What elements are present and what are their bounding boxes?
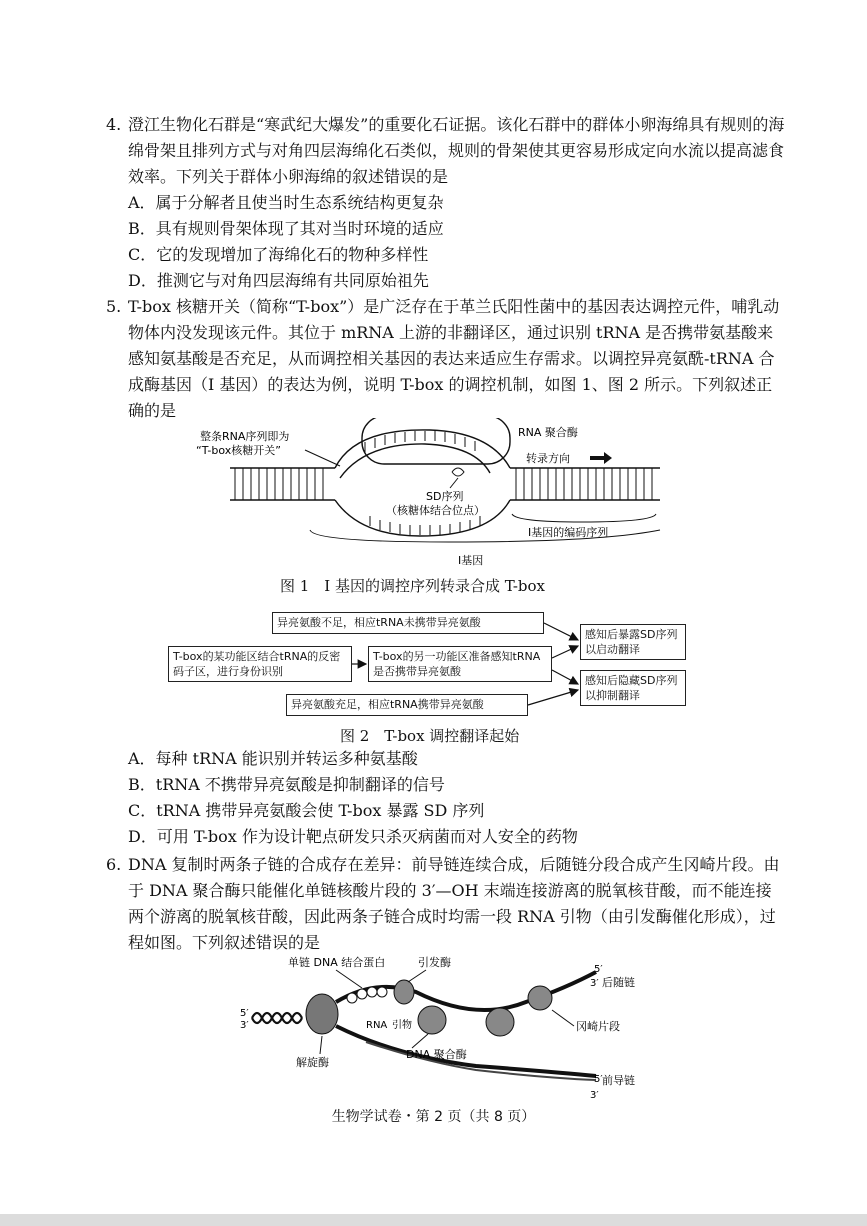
label-sd-sequence: SD序列 — [426, 490, 464, 503]
question-6 — [106, 852, 786, 956]
label-5prime-left: 5′ — [240, 1008, 249, 1019]
option-a: A．每种 tRNA 能识别并转运多种氨基酸 — [128, 749, 418, 768]
label-helicase: 解旋酶 — [296, 1056, 329, 1069]
label-i-gene: I基因 — [458, 554, 484, 567]
box-sufficient: 异亮氨酸充足，相应tRNA携带异亮氨酸 — [286, 694, 528, 716]
label-okazaki: 冈崎片段 — [576, 1020, 620, 1033]
label-3prime-left: 3′ — [240, 1020, 249, 1031]
label-coding-sequence: I基因的编码序列 — [528, 526, 609, 539]
page-footer: 生物学试卷・第 2 页（共 8 页） — [331, 1109, 536, 1125]
label-3prime-top: 3′ — [590, 978, 599, 989]
stem-text: DNA 复制时两条子链的合成存在差异：前导链连续合成，后随链分段合成产生冈崎片段。由于 DNA 聚合酶只能催化单链核酸片段的 3′—OH 末端连接游离的脱氧核苷酸，而不能连接两个游离的脱氧核苷酸，因此两条子链合成时均需一段 RNA 引物（由引发酶催化形成），过程如图。下列叙述错误的是 — [128, 855, 780, 952]
label-primase: 引发酶 — [418, 956, 451, 969]
option-d: D．可用 T-box 作为设计靶点研发只杀灭病菌而对人安全的药物 — [128, 827, 578, 846]
figure-1-caption: 图 1 I 基因的调控序列转录合成 T-box — [280, 577, 546, 595]
stem-text: T-box 核糖开关（简称“T-box”）是广泛存在于革兰氏阳性菌中的基因表达调控元件，哺乳动物体内没发现该元件。其位于 mRNA 上游的非翻译区，通过识别 tRNA 是否携带氨基酸来感知氨基酸是否充足，从而调控相关基因的表达来适应生存需求。以调控异亮氨酰-tRNA 合成酶基因（I 基因）的表达为例，说明 T-box 的调控机制，如图 1、图 2 所示。下列叙述正确的是 — [128, 297, 780, 420]
option-d: D．推测它与对角四层海绵有共同原始祖先 — [128, 271, 429, 290]
label-3prime-bottom: 3′ — [590, 1090, 599, 1101]
label-rna-sequence: 整条RNA序列即为 — [200, 430, 290, 443]
question-5-options — [106, 746, 786, 850]
label-primer: 引物 — [392, 1020, 412, 1031]
box-insufficient: 异亮氨酸不足，相应tRNA未携带异亮氨酸 — [272, 612, 544, 634]
option-b: B．具有规则骨架体现了其对当时环境的适应 — [128, 219, 444, 238]
option-a: A．属于分解者且使当时生态系统结构更复杂 — [128, 193, 444, 212]
question-number: 4. — [106, 115, 122, 134]
label-rna: RNA — [366, 1020, 388, 1031]
question-number: 6. — [106, 855, 122, 874]
label-dna-polymerase: DNA 聚合酶 — [406, 1048, 467, 1061]
box-sense: T-box的另一功能区准备感知tRNA是否携带异亮氨酸 — [368, 646, 552, 682]
label-lagging-strand: 后随链 — [602, 976, 635, 989]
label-rna-polymerase: RNA 聚合酶 — [518, 426, 578, 439]
scan-edge — [0, 1214, 867, 1226]
helicase-shape — [306, 994, 338, 1034]
question-number: 5. — [106, 297, 122, 316]
box-hide-sd: 感知后隐藏SD序列以抑制翻译 — [580, 670, 686, 706]
label-5prime-top: 5′ — [594, 964, 603, 975]
label-ssb: 单链 DNA 结合蛋白 — [288, 956, 386, 969]
option-c: C．它的发现增加了海绵化石的物种多样性 — [128, 245, 429, 264]
label-tbox: “T-box核糖开关” — [196, 444, 281, 457]
option-b: B．tRNA 不携带异亮氨酸是抑制翻译的信号 — [128, 775, 445, 794]
label-ribosome-site: （核糖体结合位点） — [386, 504, 485, 517]
label-leading-strand: 前导链 — [602, 1074, 635, 1087]
figure-2-caption: 图 2 T-box 调控翻译起始 — [340, 727, 520, 745]
option-c: C．tRNA 携带异亮氨酸会使 T-box 暴露 SD 序列 — [128, 801, 485, 820]
question-stem — [106, 852, 786, 956]
box-expose-sd: 感知后暴露SD序列以启动翻译 — [580, 624, 686, 660]
stem-text: 澄江生物化石群是“寒武纪大爆发”的重要化石证据。该化石群中的群体小卵海绵具有规则的海绵骨架且排列方式与对角四层海绵化石类似，规则的骨架使其更容易形成定向水流以提高滤食效率。下列关于群体小卵海绵的叙述错误的是 — [128, 115, 785, 186]
box-recognition: T-box的某功能区结合tRNA的反密码子区，进行身份识别 — [168, 646, 352, 682]
label-5prime-bottom: 5′ — [594, 1074, 603, 1085]
label-transcription-direction: 转录方向 — [526, 452, 570, 465]
replication-fork-diagram — [236, 952, 656, 1102]
